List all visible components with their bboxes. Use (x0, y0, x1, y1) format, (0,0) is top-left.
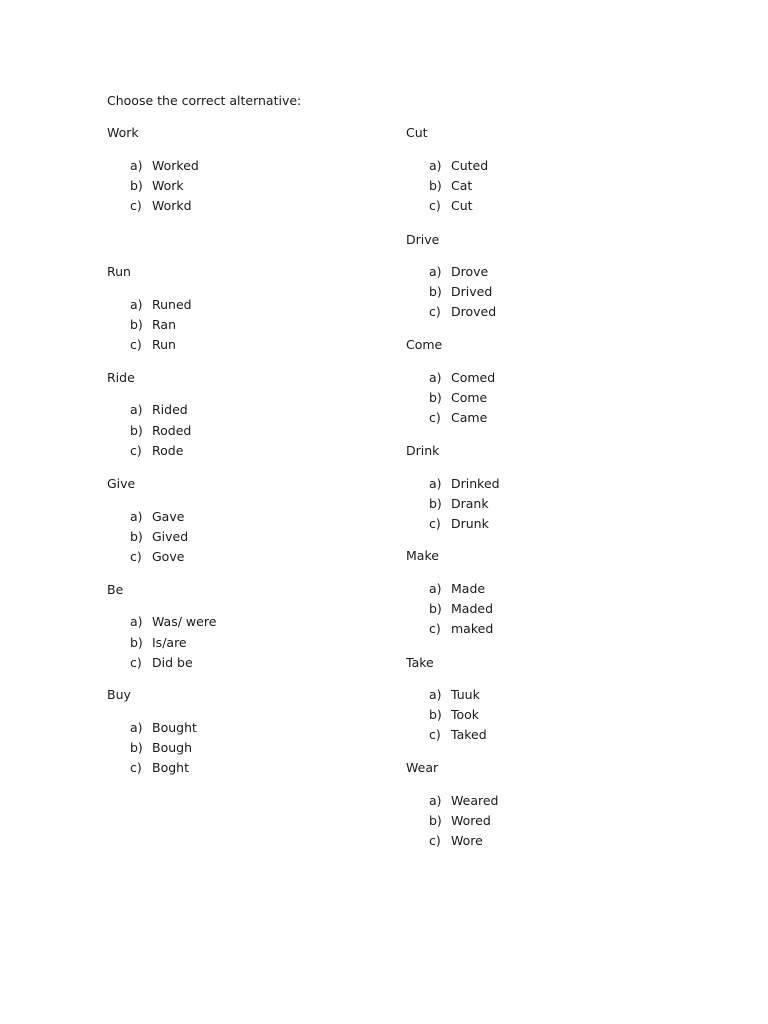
option-letter: b) (130, 529, 143, 544)
question-word: Cut (406, 125, 428, 140)
option-text: maked (451, 621, 494, 636)
option-text: Run (152, 337, 176, 352)
option-text: Bough (152, 740, 193, 755)
option-letter: c) (429, 621, 441, 636)
option-letter: b) (130, 423, 143, 438)
option-letter: b) (429, 178, 442, 193)
option-letter: b) (429, 813, 442, 828)
option-text: Rode (152, 443, 184, 458)
option-text: Taked (451, 727, 487, 742)
option-letter: a) (429, 687, 442, 702)
option-letter: c) (429, 304, 441, 319)
option-text: Drived (451, 284, 493, 299)
question-word: Drink (406, 443, 440, 458)
question-word: Wear (406, 760, 439, 775)
question-word: Make (406, 548, 439, 563)
option-text: Work (152, 178, 184, 193)
option-letter: c) (130, 443, 142, 458)
option-letter: c) (130, 337, 142, 352)
option-text: Made (451, 581, 486, 596)
option-text: Cat (451, 178, 473, 193)
option-letter: b) (429, 496, 442, 511)
option-text: Did be (152, 655, 193, 670)
option-letter: a) (130, 509, 143, 524)
option-text: Workd (152, 198, 192, 213)
option-letter: c) (429, 516, 441, 531)
option-text: Ran (152, 317, 176, 332)
option-letter: a) (429, 476, 442, 491)
option-letter: a) (130, 297, 143, 312)
option-text: Gived (152, 529, 189, 544)
option-letter: a) (130, 158, 143, 173)
option-letter: b) (429, 390, 442, 405)
option-text: Come (451, 390, 488, 405)
option-letter: b) (130, 740, 143, 755)
option-text: Weared (451, 793, 499, 808)
option-text: Gave (152, 509, 185, 524)
question-word: Drive (406, 232, 440, 247)
question-word: Take (406, 655, 434, 670)
question-word: Buy (107, 687, 131, 702)
option-text: Cuted (451, 158, 489, 173)
option-letter: a) (429, 264, 442, 279)
option-letter: c) (130, 655, 142, 670)
option-text: Worked (152, 158, 199, 173)
option-letter: c) (429, 198, 441, 213)
option-letter: a) (130, 402, 143, 417)
option-letter: c) (130, 198, 142, 213)
option-text: Droved (451, 304, 497, 319)
option-letter: a) (429, 370, 442, 385)
option-letter: a) (429, 581, 442, 596)
option-letter: c) (429, 410, 441, 425)
option-text: Wored (451, 813, 491, 828)
question-word: Work (107, 125, 139, 140)
option-letter: c) (130, 760, 142, 775)
option-text: Drank (451, 496, 489, 511)
option-text: Comed (451, 370, 496, 385)
question-word: Run (107, 264, 131, 279)
option-text: Boght (152, 760, 189, 775)
option-letter: a) (429, 158, 442, 173)
question-word: Be (107, 582, 124, 597)
option-letter: a) (130, 614, 143, 629)
option-text: Bought (152, 720, 197, 735)
option-letter: b) (429, 707, 442, 722)
option-text: Maded (451, 601, 494, 616)
option-letter: b) (429, 601, 442, 616)
option-text: Runed (152, 297, 192, 312)
option-letter: a) (429, 793, 442, 808)
option-text: Drove (451, 264, 489, 279)
option-text: Cut (451, 198, 473, 213)
option-letter: b) (130, 317, 143, 332)
option-letter: b) (130, 178, 143, 193)
option-letter: b) (429, 284, 442, 299)
option-text: Was/ were (152, 614, 217, 629)
question-word: Ride (107, 370, 135, 385)
question-word: Give (107, 476, 136, 491)
option-text: Came (451, 410, 488, 425)
question-word: Come (406, 337, 443, 352)
option-letter: a) (130, 720, 143, 735)
option-letter: c) (429, 727, 441, 742)
option-text: Wore (451, 833, 483, 848)
option-letter: c) (429, 833, 441, 848)
option-text: Rided (152, 402, 188, 417)
option-text: Drinked (451, 476, 500, 491)
option-text: Gove (152, 549, 185, 564)
option-letter: c) (130, 549, 142, 564)
page-title: Choose the correct alternative: (107, 93, 302, 108)
option-letter: b) (130, 635, 143, 650)
option-text: Drunk (451, 516, 489, 531)
option-text: Is/are (152, 635, 187, 650)
option-text: Roded (152, 423, 192, 438)
option-text: Took (451, 707, 480, 722)
option-text: Tuuk (451, 687, 480, 702)
